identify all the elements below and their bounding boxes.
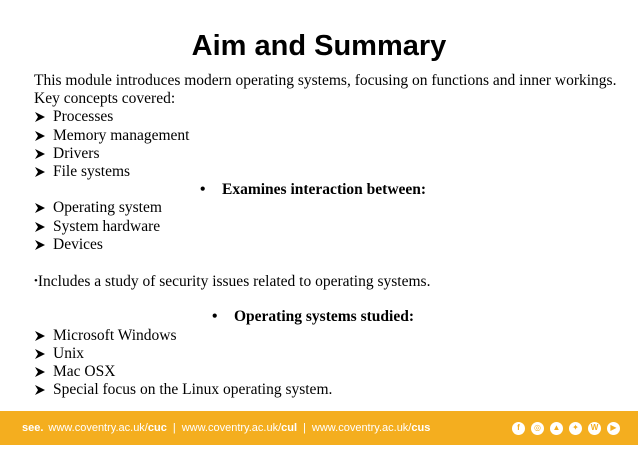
- slide-title: Aim and Summary: [191, 30, 447, 62]
- spacer: [34, 290, 624, 308]
- instagram-icon[interactable]: ◎: [531, 422, 544, 435]
- interaction-item: Devices: [53, 235, 103, 253]
- list-item: [34, 199, 624, 217]
- snapchat-icon[interactable]: ▲: [550, 422, 563, 435]
- concept-item: Memory management: [53, 126, 190, 144]
- os-heading: Operating systems studied:: [234, 308, 414, 326]
- footer-link-cul[interactable]: [182, 422, 297, 434]
- footer-bar: [0, 411, 638, 445]
- interaction-item: Operating system: [53, 199, 162, 217]
- security-note: Includes a study of security issues related to operating systems.: [37, 273, 431, 291]
- concept-item: Drivers: [53, 144, 100, 162]
- list-item: [34, 145, 624, 163]
- link-suffix: cuc: [147, 422, 167, 434]
- list-item: [34, 236, 624, 254]
- facebook-icon[interactable]: f: [512, 422, 525, 435]
- arrow-bullet-icon: [34, 221, 53, 233]
- concept-item: Processes: [53, 108, 114, 126]
- spacer: [34, 254, 624, 272]
- social-icons: [512, 411, 620, 445]
- arrow-bullet-icon: [34, 130, 53, 142]
- footer-link-cus[interactable]: [312, 422, 430, 434]
- arrow-bullet-icon: [34, 111, 53, 123]
- link-suffix: cul: [281, 422, 298, 434]
- arrow-bullet-icon: [34, 148, 53, 160]
- footer-separator: |: [303, 422, 306, 434]
- youtube-icon[interactable]: ▶: [607, 422, 620, 435]
- arrow-bullet-icon: [34, 330, 53, 342]
- interaction-heading-line: [34, 181, 624, 199]
- wordpress-icon[interactable]: W: [588, 422, 601, 435]
- list-item: [34, 108, 624, 126]
- arrow-bullet-icon: [34, 202, 53, 214]
- footer-see-label: see.: [22, 422, 44, 434]
- footer-link-cuc[interactable]: [48, 422, 166, 434]
- footer-separator: |: [172, 422, 176, 434]
- os-item: Microsoft Windows: [53, 326, 177, 344]
- arrow-bullet-icon: [34, 166, 53, 178]
- intro-text: This module introduces modern operating systems, focusing on functions and inner workings.: [34, 72, 617, 89]
- list-item: [34, 363, 624, 381]
- concepts-heading: Key concepts covered:: [34, 90, 176, 108]
- arrow-bullet-icon: [34, 239, 53, 251]
- twitter-icon[interactable]: ✦: [569, 422, 582, 435]
- link-suffix: cus: [411, 422, 431, 434]
- bullet-dot-icon: •: [200, 181, 206, 199]
- arrow-bullet-icon: [34, 348, 53, 360]
- footer-links: [22, 411, 430, 445]
- interaction-item: System hardware: [53, 217, 161, 235]
- arrow-bullet-icon: [34, 384, 53, 396]
- concept-item: File systems: [53, 162, 131, 180]
- security-note-line: [34, 272, 624, 290]
- list-item: [34, 381, 624, 399]
- arrow-bullet-icon: [34, 366, 53, 378]
- list-item: [34, 218, 624, 236]
- os-item: Unix: [53, 344, 84, 362]
- bullet-dot-icon: •: [212, 308, 218, 326]
- link-prefix: www.coventry.ac.uk/: [48, 422, 148, 434]
- link-prefix: www.coventry.ac.uk/: [311, 422, 412, 434]
- link-prefix: www.coventry.ac.uk/: [181, 422, 282, 434]
- list-item: [34, 345, 624, 363]
- slide-body: [34, 72, 624, 399]
- os-item: Mac OSX: [53, 363, 116, 380]
- bullet-dot-icon: •: [34, 275, 38, 288]
- list-item: [34, 127, 624, 145]
- os-heading-line: [34, 308, 624, 326]
- list-item: [34, 163, 624, 181]
- os-item: Special focus on the Linux operating system.: [53, 381, 333, 399]
- list-item: [34, 327, 624, 345]
- interaction-heading: Examines interaction between:: [222, 181, 427, 199]
